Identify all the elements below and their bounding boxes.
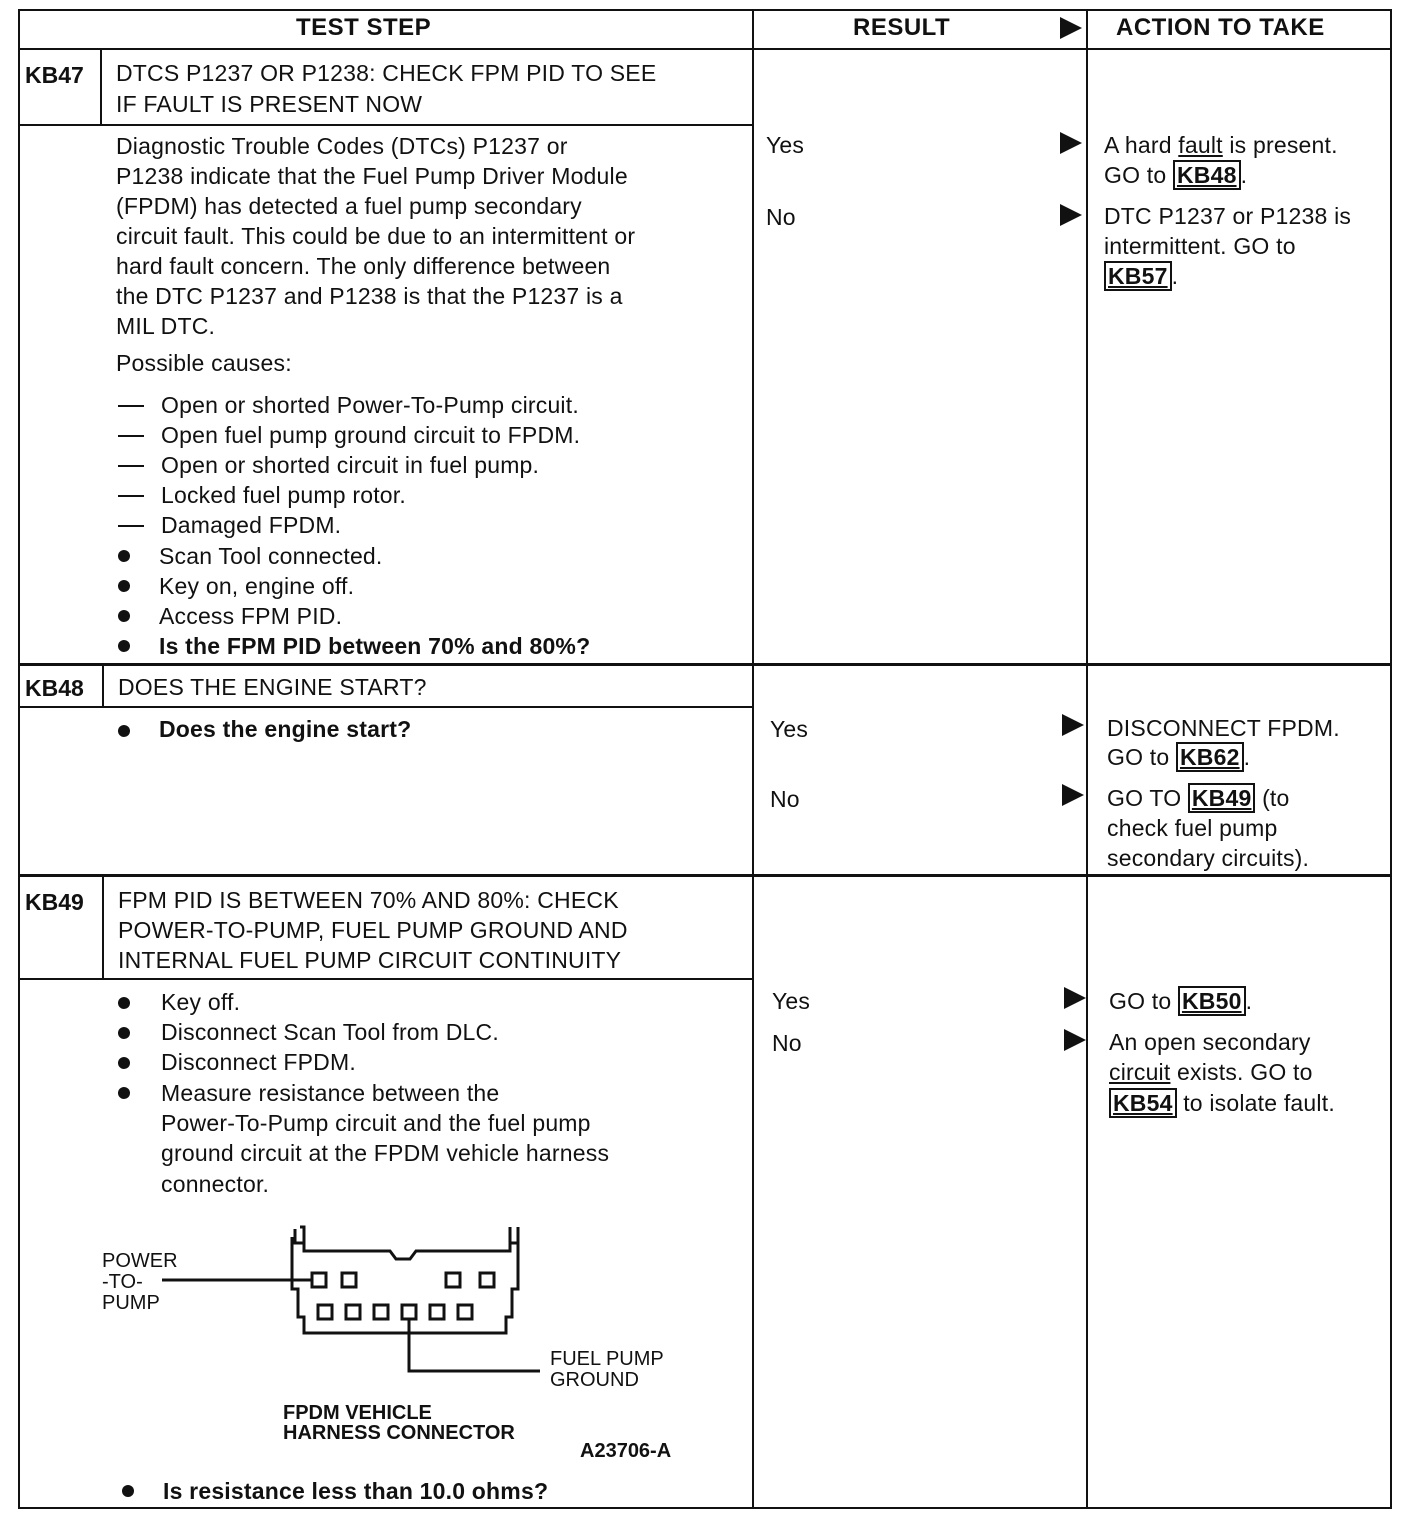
kb49-result-yes: Yes [772, 988, 811, 1014]
dash-icon [118, 525, 144, 527]
kb47-body-line: MIL DTC. [116, 313, 216, 339]
kb47-body-line: hard fault concern. The only difference between [116, 253, 611, 279]
kb47-id-divider [100, 50, 102, 126]
kb48-no-action-line-1: GO TO KB49 (to [1107, 785, 1290, 811]
kb49-title-line-1: FPM PID IS BETWEEN 70% AND 80%: CHECK [118, 887, 619, 913]
kb48-kb49-separator [18, 874, 1392, 877]
terminal-icon [458, 1305, 472, 1319]
kb49-id-divider [102, 877, 104, 980]
terminal-icon [342, 1273, 356, 1287]
result-arrow-icon [1062, 784, 1084, 806]
kb47-yes-action-line-2: GO to KB48 . [1104, 162, 1248, 188]
kb47-possible-causes: Possible causes: [116, 350, 292, 376]
kb47-no-action-line-1: DTC P1237 or P1238 is [1104, 203, 1352, 229]
kb47-title-underline [18, 124, 754, 126]
kb49-title-underline [18, 978, 754, 980]
kb49-title-line-2: POWER-TO-PUMP, FUEL PUMP GROUND AND [118, 917, 628, 943]
kb48-link[interactable]: KB48 [1173, 160, 1241, 190]
kb49-title-line-3: INTERNAL FUEL PUMP CIRCUIT CONTINUITY [118, 947, 622, 973]
kb49-step: Measure resistance between the [161, 1080, 500, 1106]
terminal-icon [346, 1305, 360, 1319]
header-result: RESULT [853, 14, 951, 41]
kb48-yes-action-line-2: GO to KB62 . [1107, 744, 1251, 770]
terminal-icon [318, 1305, 332, 1319]
kb48-title: DOES THE ENGINE START? [118, 674, 427, 700]
kb47-kb48-separator [18, 663, 1392, 666]
kb47-step: Scan Tool connected. [159, 543, 383, 569]
bullet-icon [118, 1057, 130, 1069]
kb47-body-line: circuit fault. This could be due to an intermittent or [116, 223, 636, 249]
table-top-border [18, 9, 1390, 11]
bullet-icon [118, 580, 130, 592]
fuel-pump-ground-leader [409, 1319, 540, 1371]
kb49-step: Disconnect FPDM. [161, 1049, 356, 1075]
kb62-link[interactable]: KB62 [1176, 742, 1244, 772]
kb49-step-cont: connector. [161, 1171, 270, 1197]
result-arrow-icon [1060, 132, 1082, 154]
kb57-link[interactable]: KB57 [1104, 261, 1172, 291]
kb47-result-no: No [766, 204, 796, 230]
header-action: ACTION TO TAKE [1116, 14, 1325, 41]
power-to-pump-label-2: -TO- [102, 1271, 143, 1293]
kb48-no-action-line-2: check fuel pump [1107, 815, 1278, 841]
table-left-border [18, 9, 20, 1509]
kb49-step: Key off. [161, 989, 241, 1015]
diagram-caption-1: FPDM VEHICLE [283, 1402, 432, 1424]
kb49-no-action-line-2: circuit exists. GO to [1109, 1059, 1313, 1085]
terminal-icon [446, 1273, 460, 1287]
table-bottom-border [18, 1507, 1392, 1509]
kb47-step: Key on, engine off. [159, 573, 355, 599]
bullet-icon [118, 1027, 130, 1039]
kb47-cause: Damaged FPDM. [161, 512, 342, 538]
fuel-pump-ground-label-2: GROUND [550, 1369, 639, 1391]
kb49-yes-action: GO to KB50 . [1109, 988, 1253, 1014]
kb49-link[interactable]: KB49 [1188, 783, 1256, 813]
kb50-link[interactable]: KB50 [1178, 986, 1246, 1016]
bullet-icon [118, 550, 130, 562]
kb47-body-line: (FPDM) has detected a fuel pump secondary [116, 193, 582, 219]
terminal-icon [374, 1305, 388, 1319]
kb47-cause: Open fuel pump ground circuit to FPDM. [161, 422, 581, 448]
kb48-title-underline [18, 706, 754, 708]
dash-icon [118, 495, 144, 497]
kb47-cause: Locked fuel pump rotor. [161, 482, 406, 508]
header-arrow-icon [1060, 17, 1082, 39]
kb49-step-cont: Power-To-Pump circuit and the fuel pump [161, 1110, 591, 1136]
column-divider-1 [752, 9, 754, 1509]
kb47-body-line: the DTC P1237 and P1238 is that the P1237 is a [116, 283, 623, 309]
bullet-icon [118, 640, 130, 652]
terminal-icon [430, 1305, 444, 1319]
column-divider-2 [1086, 9, 1088, 1509]
kb54-link[interactable]: KB54 [1109, 1088, 1177, 1118]
terminal-icon [402, 1305, 416, 1319]
kb48-id: KB48 [25, 675, 84, 701]
kb47-result-yes: Yes [766, 132, 805, 158]
kb48-no-action-line-3: secondary circuits). [1107, 845, 1310, 871]
kb47-body-line: Diagnostic Trouble Codes (DTCs) P1237 or [116, 133, 568, 159]
kb47-yes-action-line-1: A hard fault is present. [1104, 132, 1338, 158]
figure-id: A23706-A [580, 1440, 672, 1462]
kb49-result-no: No [772, 1030, 802, 1056]
bullet-icon [118, 725, 130, 737]
result-arrow-icon [1062, 714, 1084, 736]
dash-icon [118, 465, 144, 467]
kb49-question: Is resistance less than 10.0 ohms? [163, 1478, 549, 1504]
dash-icon [118, 435, 144, 437]
result-arrow-icon [1064, 987, 1086, 1009]
kb48-result-yes: Yes [770, 716, 809, 742]
fuel-pump-ground-label-1: FUEL PUMP [550, 1348, 664, 1370]
kb47-cause: Open or shorted circuit in fuel pump. [161, 452, 540, 478]
terminal-icon [480, 1273, 494, 1287]
kb49-no-action-line-3: KB54 to isolate fault. [1109, 1088, 1335, 1118]
kb48-result-no: No [770, 786, 800, 812]
kb47-step: Access FPM PID. [159, 603, 343, 629]
kb47-id: KB47 [25, 62, 84, 88]
kb47-no-action-line-3: KB57 . [1104, 261, 1178, 291]
kb48-yes-action-line-1: DISCONNECT FPDM. [1107, 715, 1340, 741]
result-arrow-icon [1064, 1029, 1086, 1051]
result-arrow-icon [1060, 204, 1082, 226]
kb47-question: Is the FPM PID between 70% and 80%? [159, 633, 591, 659]
kb47-title-line-2: IF FAULT IS PRESENT NOW [116, 91, 423, 117]
terminal-icon [312, 1273, 326, 1287]
diagram-caption-2: HARNESS CONNECTOR [283, 1422, 515, 1444]
kb47-body-line: P1238 indicate that the Fuel Pump Driver Module [116, 163, 628, 189]
dash-icon [118, 405, 144, 407]
kb49-step: Disconnect Scan Tool from DLC. [161, 1019, 499, 1045]
kb47-cause: Open or shorted Power-To-Pump circuit. [161, 392, 579, 418]
header-bottom-border [18, 48, 1390, 50]
bullet-icon [118, 1087, 130, 1099]
kb47-no-action-line-2: intermittent. GO to [1104, 233, 1296, 259]
kb49-no-action-line-1: An open secondary [1109, 1029, 1311, 1055]
kb48-question: Does the engine start? [159, 716, 412, 742]
power-to-pump-label-3: PUMP [102, 1292, 160, 1314]
bullet-icon [118, 997, 130, 1009]
kb49-step-cont: ground circuit at the FPDM vehicle harness [161, 1140, 610, 1166]
kb47-title-line-1: DTCS P1237 OR P1238: CHECK FPM PID TO SEE [116, 60, 657, 86]
header-test-step: TEST STEP [296, 14, 432, 41]
table-right-border [1390, 9, 1392, 1509]
power-to-pump-label-1: POWER [102, 1250, 178, 1272]
kb49-id: KB49 [25, 889, 84, 915]
bullet-icon [122, 1485, 134, 1497]
bullet-icon [118, 610, 130, 622]
kb48-id-divider [102, 666, 104, 708]
